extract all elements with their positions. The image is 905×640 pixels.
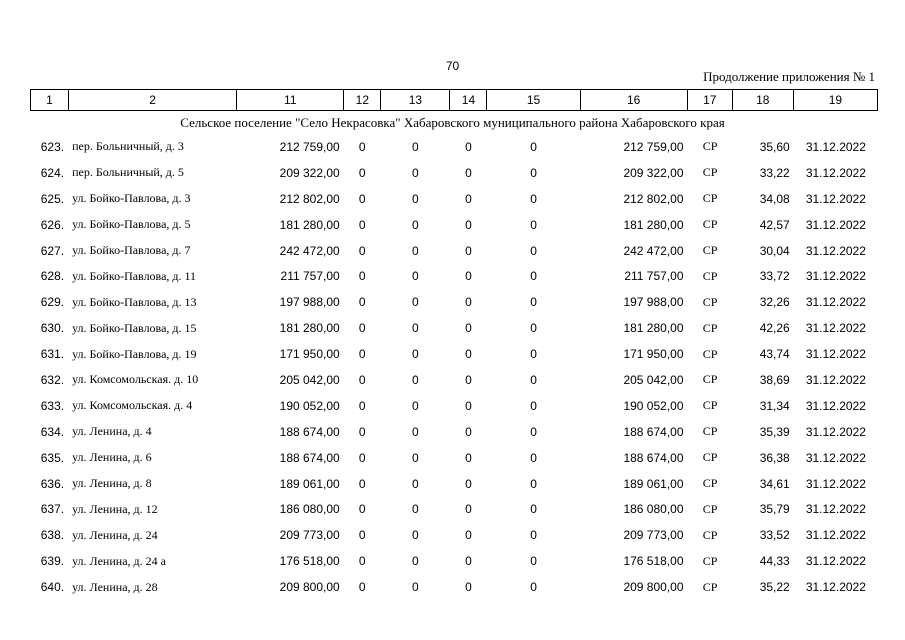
amount-cell: 197 988,00	[623, 295, 684, 310]
header-row	[31, 90, 878, 111]
code-cell: СР	[702, 372, 718, 387]
row-number: 632.	[40, 372, 65, 387]
value-cell: 0	[530, 398, 537, 413]
table-row	[30, 393, 878, 419]
value-cell: 0	[530, 476, 537, 491]
value-cell: 0	[412, 269, 419, 284]
value-cell: 0	[465, 347, 472, 362]
code-cell: СР	[702, 450, 718, 465]
value-cell: 0	[412, 528, 419, 543]
value-cell: 0	[358, 424, 366, 439]
value-cell: 0	[358, 217, 366, 232]
date-cell: 31.12.2022	[805, 217, 866, 232]
value-cell: 0	[465, 528, 472, 543]
value-cell: 0	[530, 424, 537, 439]
value-cell: 0	[412, 476, 419, 491]
amount-cell: 209 322,00	[279, 165, 340, 180]
amount-cell: 190 052,00	[623, 398, 684, 413]
row-number: 635.	[40, 450, 65, 465]
row-number: 637.	[40, 502, 65, 517]
address-cell: ул. Бойко-Павлова, д. 7	[72, 243, 191, 257]
code-cell: СР	[702, 501, 718, 516]
date-cell: 31.12.2022	[805, 191, 866, 206]
date-cell: 31.12.2022	[805, 424, 866, 439]
percent-cell: 34,61	[759, 476, 790, 491]
row-number: 625.	[40, 191, 65, 206]
percent-cell: 32,26	[759, 295, 790, 310]
column-header: 15	[487, 90, 580, 111]
code-cell: СР	[702, 320, 718, 335]
amount-cell: 186 080,00	[623, 502, 684, 517]
value-cell: 0	[530, 321, 537, 336]
code-cell: СР	[702, 139, 718, 154]
address-cell: ул. Ленина, д. 4	[72, 424, 152, 439]
amount-cell: 181 280,00	[279, 321, 340, 336]
code-cell: СР	[702, 294, 718, 309]
address-cell: пер. Больничный, д. 5	[72, 165, 184, 180]
code-cell: СР	[702, 579, 718, 594]
value-cell: 0	[412, 450, 419, 465]
code-cell: СР	[702, 243, 718, 257]
amount-cell: 188 674,00	[279, 450, 340, 465]
value-cell: 0	[412, 580, 419, 595]
value-cell: 0	[465, 476, 472, 491]
address-cell: ул. Бойко-Павлова, д. 5	[72, 217, 191, 232]
amount-cell: 205 042,00	[279, 372, 340, 387]
value-cell: 0	[530, 139, 537, 154]
value-cell: 0	[465, 243, 472, 258]
code-cell: СР	[702, 527, 718, 542]
address-cell: ул. Ленина, д. 6	[72, 450, 152, 465]
value-cell: 0	[530, 269, 537, 284]
row-number: 624.	[40, 165, 65, 180]
amount-cell: 176 518,00	[279, 554, 340, 569]
amount-cell: 211 757,00	[280, 269, 340, 284]
date-cell: 31.12.2022	[805, 347, 866, 362]
value-cell: 0	[465, 191, 472, 206]
table-row	[30, 289, 878, 315]
amount-cell: 212 759,00	[623, 139, 684, 154]
amount-cell: 189 061,00	[279, 476, 340, 491]
address-cell: ул. Ленина, д. 28	[72, 579, 158, 594]
date-cell: 31.12.2022	[805, 321, 866, 336]
percent-cell: 31,34	[759, 398, 790, 413]
percent-cell: 44,33	[759, 554, 790, 569]
table-row	[30, 548, 878, 574]
amount-cell: 212 802,00	[279, 191, 340, 206]
row-number: 626.	[40, 217, 65, 232]
table-row	[30, 445, 878, 471]
address-cell: ул. Бойко-Павлова, д. 13	[72, 294, 197, 309]
table-row	[30, 134, 878, 160]
column-header: 17	[687, 90, 732, 111]
section-title: Сельское поселение "Село Некрасовка" Хабаровского муниципального района Хабаровского края	[180, 115, 725, 130]
code-cell: СР	[702, 424, 718, 439]
address-cell: ул. Бойко-Павлова, д. 19	[72, 346, 197, 361]
date-cell: 31.12.2022	[805, 269, 866, 284]
amount-cell: 212 802,00	[623, 191, 684, 206]
table-row	[30, 471, 878, 497]
row-number: 630.	[40, 321, 65, 336]
percent-cell: 42,26	[759, 321, 790, 336]
value-cell: 0	[530, 217, 537, 232]
code-cell: СР	[702, 217, 718, 232]
address-cell: ул. Комсомольская. д. 10	[72, 372, 199, 387]
value-cell: 0	[465, 424, 472, 439]
percent-cell: 33,22	[759, 165, 790, 180]
row-number: 636.	[40, 476, 65, 491]
date-cell: 31.12.2022	[805, 554, 866, 569]
column-header: 1	[31, 90, 69, 111]
row-number: 638.	[40, 528, 65, 543]
code-cell: СР	[702, 553, 718, 568]
value-cell: 0	[358, 191, 366, 206]
row-number: 623.	[40, 139, 65, 154]
row-number: 628.	[40, 269, 65, 284]
value-cell: 0	[530, 528, 537, 543]
value-cell: 0	[412, 139, 419, 154]
value-cell: 0	[465, 502, 472, 517]
percent-cell: 33,52	[759, 528, 790, 543]
amount-cell: 209 773,00	[279, 528, 340, 543]
amount-cell: 209 800,00	[623, 580, 684, 595]
value-cell: 0	[530, 243, 537, 258]
amount-cell: 171 950,00	[623, 347, 684, 362]
amount-cell: 211 757,00	[624, 269, 684, 284]
amount-cell: 209 800,00	[279, 580, 340, 595]
value-cell: 0	[412, 372, 419, 387]
value-cell: 0	[465, 139, 472, 154]
value-cell: 0	[530, 347, 537, 362]
value-cell: 0	[412, 502, 419, 517]
value-cell: 0	[465, 398, 472, 413]
date-cell: 31.12.2022	[805, 243, 866, 258]
value-cell: 0	[465, 269, 472, 284]
value-cell: 0	[465, 580, 472, 595]
value-cell: 0	[412, 295, 419, 310]
value-cell: 0	[465, 295, 472, 310]
address-cell: ул. Ленина, д. 24 а	[72, 553, 166, 568]
value-cell: 0	[358, 295, 366, 310]
value-cell: 0	[412, 191, 419, 206]
code-cell: СР	[702, 268, 718, 283]
amount-cell: 181 280,00	[623, 217, 684, 232]
data-table	[30, 134, 878, 600]
amount-cell: 209 773,00	[623, 528, 684, 543]
table-row	[30, 263, 878, 289]
value-cell: 0	[358, 269, 366, 284]
percent-cell: 33,72	[759, 269, 790, 284]
page-number: 70	[445, 59, 460, 73]
row-number: 627.	[40, 243, 65, 258]
amount-cell: 197 988,00	[279, 295, 340, 310]
value-cell: 0	[530, 502, 537, 517]
amount-cell: 186 080,00	[279, 502, 340, 517]
date-cell: 31.12.2022	[805, 398, 866, 413]
address-cell: ул. Бойко-Павлова, д. 3	[72, 191, 191, 206]
row-number: 640.	[40, 580, 65, 595]
row-number: 639.	[40, 554, 65, 569]
value-cell: 0	[465, 554, 472, 569]
table-row	[30, 238, 878, 264]
column-header: 19	[793, 90, 877, 111]
date-cell: 31.12.2022	[805, 372, 866, 387]
percent-cell: 38,69	[759, 372, 790, 387]
percent-cell: 42,57	[759, 217, 790, 232]
address-cell: ул. Бойко-Павлова, д. 15	[72, 320, 197, 335]
value-cell: 0	[530, 450, 537, 465]
column-header: 2	[69, 90, 237, 111]
value-cell: 0	[358, 347, 366, 362]
percent-cell: 30,04	[759, 243, 790, 258]
value-cell: 0	[412, 243, 419, 258]
amount-cell: 242 472,00	[279, 243, 340, 258]
date-cell: 31.12.2022	[805, 528, 866, 543]
value-cell: 0	[412, 165, 419, 180]
value-cell: 0	[412, 217, 419, 232]
value-cell: 0	[465, 165, 472, 180]
table-row	[30, 186, 878, 212]
percent-cell: 35,22	[759, 580, 790, 595]
value-cell: 0	[530, 372, 537, 387]
value-cell: 0	[530, 295, 537, 310]
address-cell: ул. Бойко-Павлова, д. 11	[72, 268, 197, 283]
table-row	[30, 496, 878, 522]
column-header: 11	[237, 90, 344, 111]
value-cell: 0	[530, 191, 537, 206]
amount-cell: 188 674,00	[623, 450, 684, 465]
value-cell: 0	[412, 554, 419, 569]
date-cell: 31.12.2022	[805, 450, 866, 465]
value-cell: 0	[465, 321, 472, 336]
row-number: 633.	[40, 398, 65, 413]
value-cell: 0	[358, 139, 366, 154]
column-header: 13	[381, 90, 450, 111]
column-header: 12	[344, 90, 381, 111]
amount-cell: 242 472,00	[623, 243, 684, 258]
value-cell: 0	[358, 502, 366, 517]
amount-cell: 181 280,00	[279, 217, 340, 232]
percent-cell: 34,08	[759, 191, 790, 206]
amount-cell: 176 518,00	[623, 554, 684, 569]
column-header: 16	[580, 90, 687, 111]
value-cell: 0	[530, 554, 537, 569]
address-cell: ул. Ленина, д. 12	[72, 501, 158, 516]
value-cell: 0	[358, 243, 366, 258]
table-row	[30, 522, 878, 548]
table-row	[30, 574, 878, 600]
value-cell: 0	[530, 580, 537, 595]
column-header: 18	[732, 90, 793, 111]
date-cell: 31.12.2022	[805, 502, 866, 517]
value-cell: 0	[412, 321, 419, 336]
percent-cell: 36,38	[759, 450, 790, 465]
amount-cell: 171 950,00	[279, 347, 340, 362]
table-row	[30, 315, 878, 341]
table-row	[30, 367, 878, 393]
value-cell: 0	[358, 398, 366, 413]
value-cell: 0	[358, 450, 366, 465]
amount-cell: 205 042,00	[623, 372, 684, 387]
code-cell: СР	[702, 346, 718, 361]
value-cell: 0	[358, 528, 366, 543]
amount-cell: 189 061,00	[623, 476, 684, 491]
row-number: 629.	[40, 295, 65, 310]
value-cell: 0	[465, 450, 472, 465]
value-cell: 0	[358, 476, 366, 491]
amount-cell: 181 280,00	[623, 321, 684, 336]
continuation-label: Продолжение приложения № 1	[703, 69, 875, 84]
code-cell: СР	[702, 165, 718, 180]
address-cell: ул. Ленина, д. 24	[72, 527, 158, 542]
percent-cell: 35,60	[759, 139, 790, 154]
value-cell: 0	[412, 398, 419, 413]
amount-cell: 212 759,00	[279, 139, 340, 154]
date-cell: 31.12.2022	[805, 139, 866, 154]
value-cell: 0	[465, 372, 472, 387]
date-cell: 31.12.2022	[805, 295, 866, 310]
column-header: 14	[450, 90, 487, 111]
address-cell: ул. Комсомольская. д. 4	[72, 398, 193, 413]
value-cell: 0	[412, 347, 419, 362]
value-cell: 0	[358, 580, 366, 595]
date-cell: 31.12.2022	[805, 476, 866, 491]
table-row	[30, 419, 878, 445]
row-number: 634.	[40, 424, 65, 439]
code-cell: СР	[702, 476, 718, 491]
address-cell: ул. Ленина, д. 8	[72, 476, 152, 491]
percent-cell: 35,39	[759, 424, 790, 439]
value-cell: 0	[530, 165, 537, 180]
amount-cell: 209 322,00	[623, 165, 684, 180]
value-cell: 0	[358, 165, 366, 180]
column-header-table	[30, 89, 878, 111]
value-cell: 0	[358, 372, 366, 387]
address-cell: пер. Больничный, д. 3	[72, 139, 184, 154]
value-cell: 0	[465, 217, 472, 232]
amount-cell: 188 674,00	[279, 424, 340, 439]
table-body	[30, 134, 878, 600]
percent-cell: 35,79	[759, 502, 790, 517]
percent-cell: 43,74	[759, 347, 790, 362]
code-cell: СР	[702, 398, 718, 413]
table-row	[30, 341, 878, 367]
date-cell: 31.12.2022	[805, 580, 866, 595]
amount-cell: 188 674,00	[623, 424, 684, 439]
table-row	[30, 160, 878, 186]
code-cell: СР	[702, 191, 718, 206]
value-cell: 0	[358, 554, 366, 569]
amount-cell: 190 052,00	[279, 398, 340, 413]
value-cell: 0	[358, 321, 366, 336]
table-row	[30, 212, 878, 238]
value-cell: 0	[412, 424, 419, 439]
row-number: 631.	[40, 347, 65, 362]
date-cell: 31.12.2022	[805, 165, 866, 180]
